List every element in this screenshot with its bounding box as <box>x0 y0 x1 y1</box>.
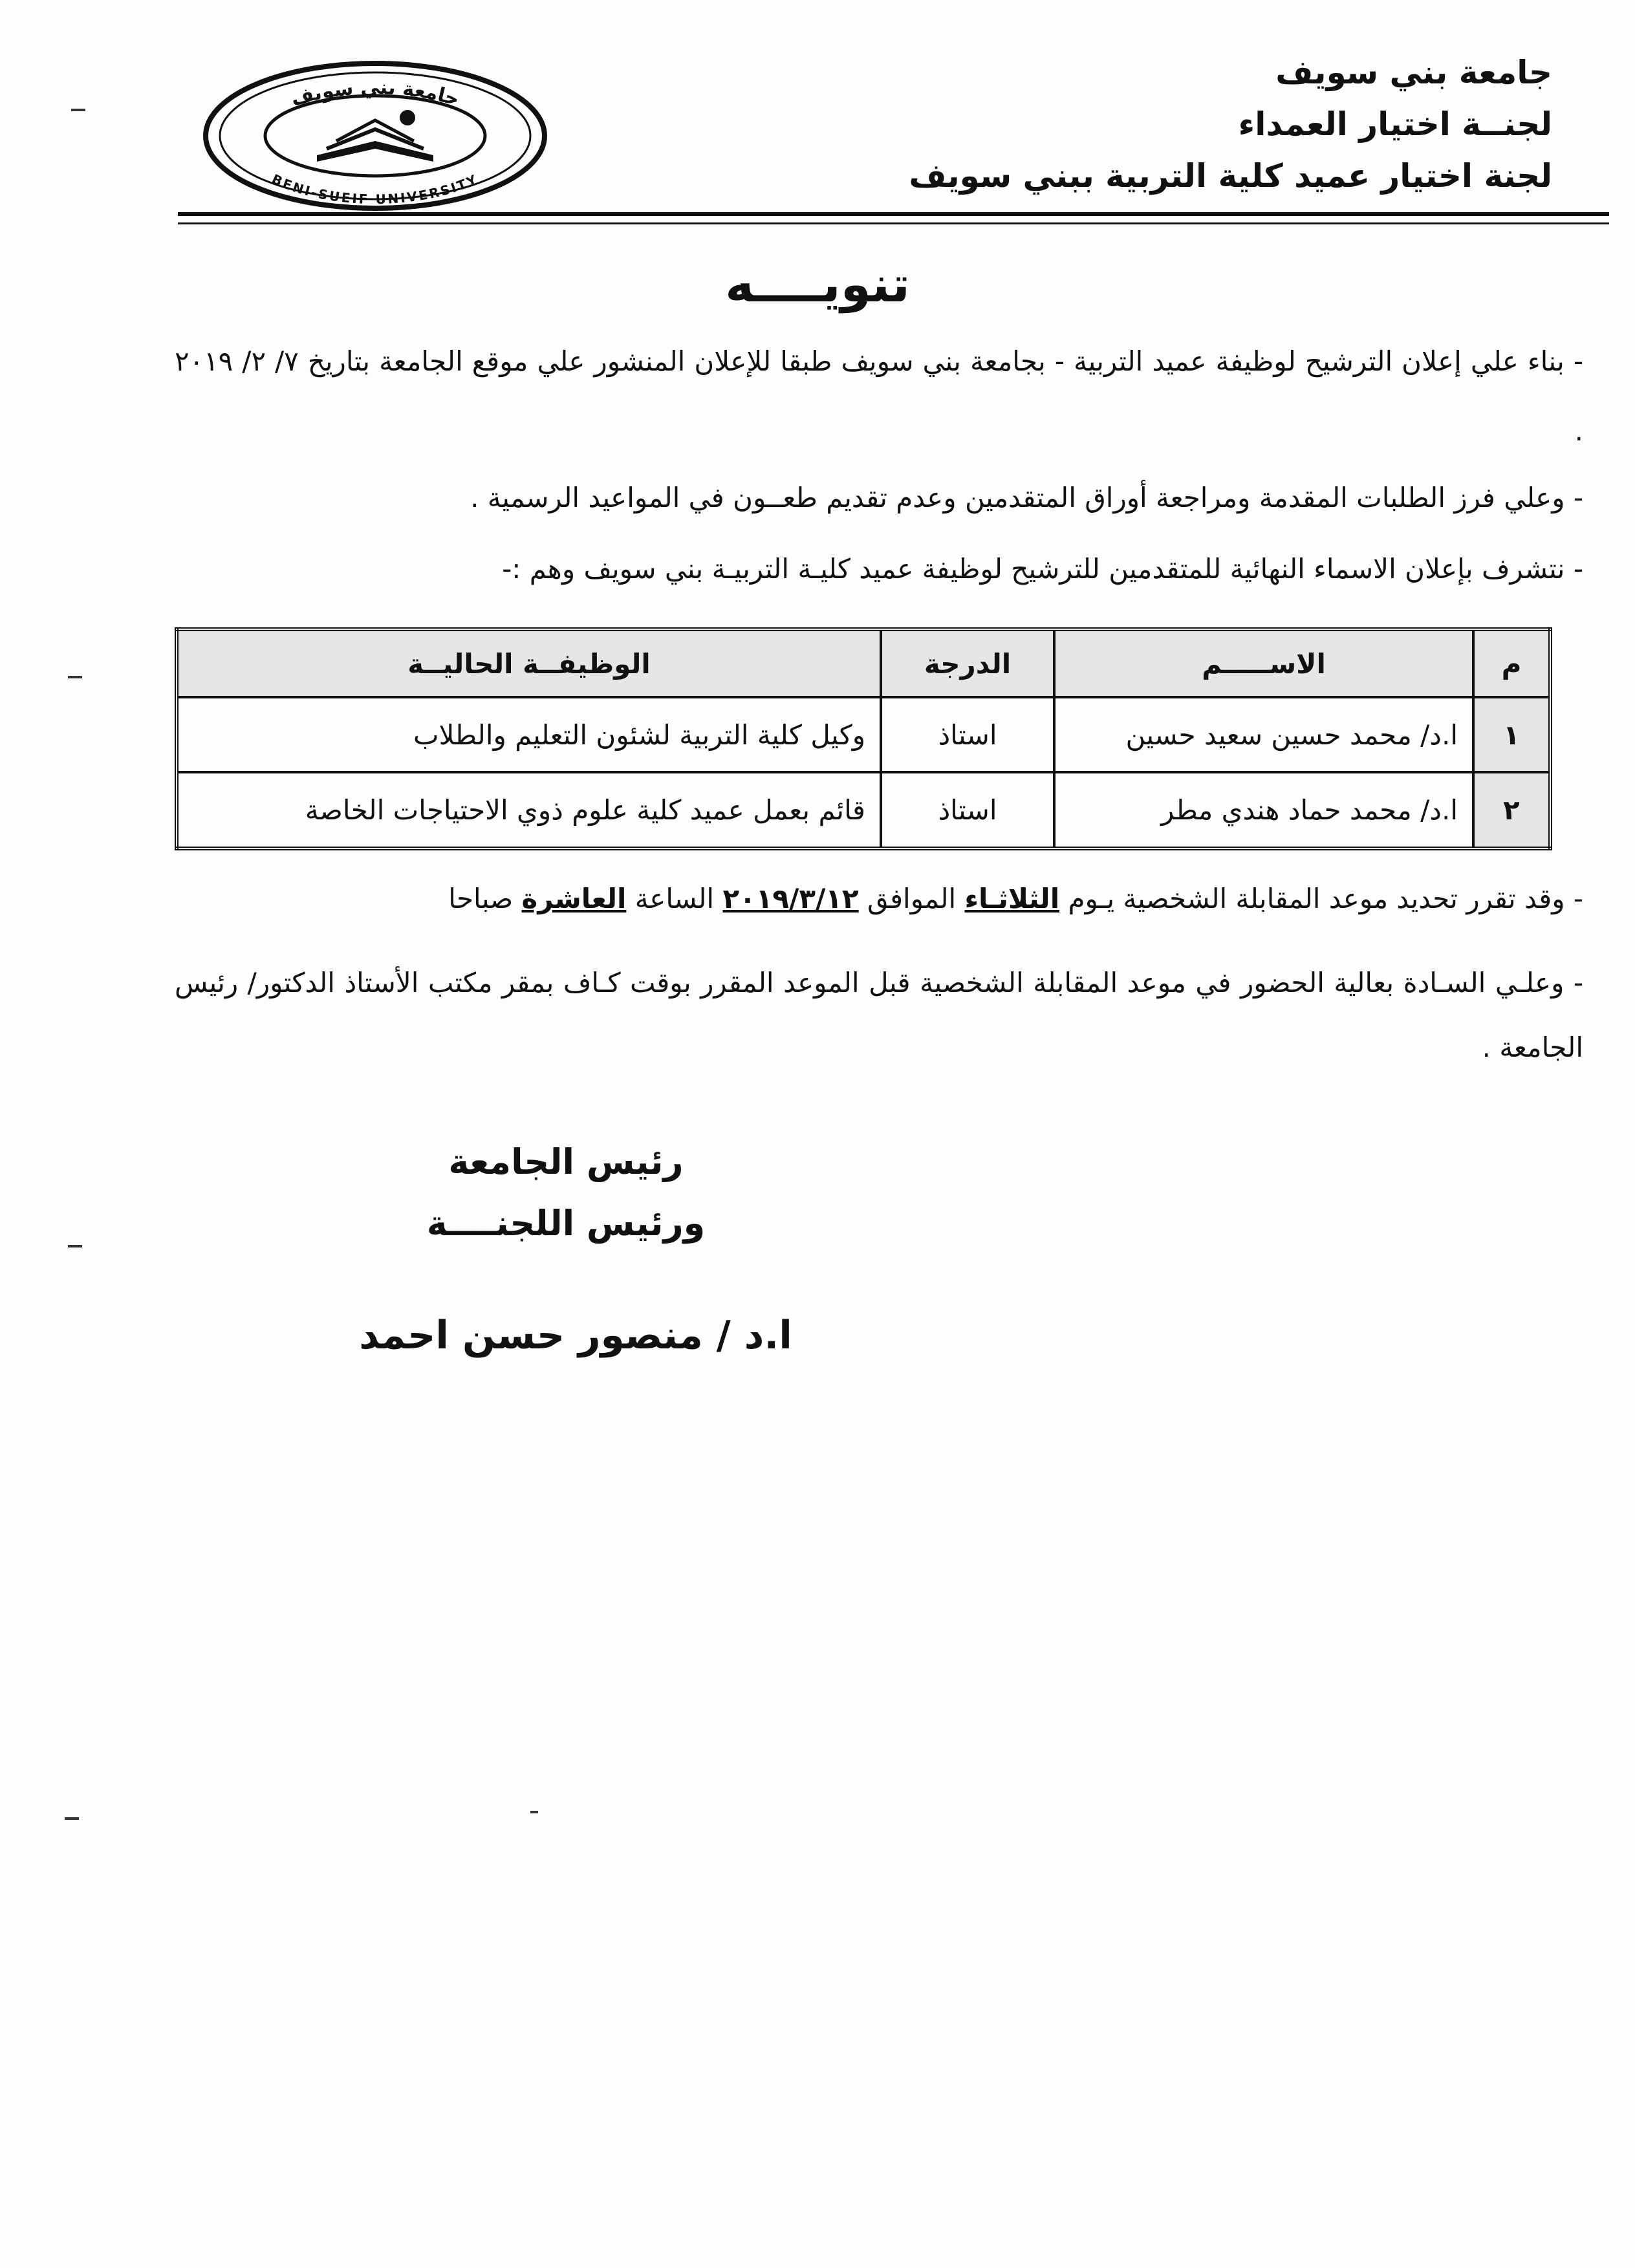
col-header-degree: الدرجة <box>881 629 1054 697</box>
scan-mark <box>530 1811 538 1813</box>
candidates-table <box>175 627 1552 850</box>
paragraph-candidates-intro: - نتشرف بإعلان الاسماء النهائية للمتقدمين للترشيح لوظيفة عميد كليـة التربيـة بني سويف وهم :- <box>502 553 1583 585</box>
scan-mark <box>65 1817 79 1820</box>
table-row <box>177 772 1550 848</box>
header-rule-thin <box>178 222 1609 224</box>
signature-name: ا.د / منصور حسن احمد <box>359 1313 792 1358</box>
paragraph-attendance: - وعلـي السـادة بعالية الحضور في موعد المقابلة الشخصية قبل الموعد المقرر بوقت كـاف بمقر مكتب الأستاذ الدكتور/ رئيس الجامعة . <box>175 967 1583 1063</box>
cell-number: ١ <box>1473 697 1550 772</box>
committee-name: لجنــة اختيار العمداء <box>1238 105 1552 143</box>
cell-degree: استاذ <box>881 772 1054 848</box>
interview-hour: العاشرة <box>521 883 627 914</box>
signature-title-president: رئيس الجامعة <box>448 1141 684 1182</box>
col-header-number: م <box>1473 629 1550 697</box>
svg-text:جامعة بني سويف: جامعة بني سويف <box>288 76 462 111</box>
university-name: جامعة بني سويف <box>1275 54 1552 91</box>
cell-number: ٢ <box>1473 772 1550 848</box>
table-header-row <box>177 629 1550 697</box>
col-header-current-position: الوظيفــة الحاليــة <box>177 629 881 697</box>
paragraph-interview-schedule <box>175 867 1583 931</box>
interview-day: الثلاثـاء <box>964 883 1060 914</box>
interview-time-label: الساعة <box>634 883 715 914</box>
paragraph-review: - وعلي فرز الطلبات المقدمة ومراجعة أوراق المتقدمين وعدم تقديم طعــون في المواعيد الرسمية . <box>470 482 1583 513</box>
interview-date: ٢٠١٩/٣/١٢ <box>722 883 859 914</box>
scan-mark <box>71 109 85 111</box>
cell-degree: استاذ <box>881 697 1054 772</box>
cell-name: ا.د/ محمد حسين سعيد حسين <box>1054 697 1473 772</box>
svg-text:BENI-SUEIF UNIVERSITY: BENI-SUEIF UNIVERSITY <box>269 171 481 208</box>
interview-suffix: صباحا <box>448 883 514 914</box>
cell-current-position: وكيل كلية التربية لشئون التعليم والطلاب <box>177 697 881 772</box>
signature-title-chair: ورئيس اللجنــــة <box>426 1203 706 1244</box>
letterhead <box>909 47 1552 202</box>
col-header-name: الاســـــم <box>1054 629 1473 697</box>
header-rule <box>178 212 1609 216</box>
cell-current-position: قائم بعمل عميد كلية علوم ذوي الاحتياجات الخاصة <box>177 772 881 848</box>
cell-name: ا.د/ محمد حماد هندي مطر <box>1054 772 1473 848</box>
notice-title: تنويــــه <box>725 255 910 313</box>
sub-committee-name: لجنة اختيار عميد كلية التربية ببني سويف <box>909 157 1552 195</box>
paragraph-announcement: - بناء علي إعلان الترشيح لوظيفة عميد التربية - بجامعة بني سويف طبقا للإعلان المنشور علي موقع الجامعة بتاريخ ٧/ ٢/ ٢٠١٩ . <box>175 345 1583 447</box>
scan-mark <box>68 1245 82 1247</box>
interview-mid: الموافق <box>867 883 957 914</box>
interview-prefix: - وقد تقرر تحديد موعد المقابلة الشخصية يـوم <box>1068 883 1583 914</box>
university-logo <box>194 58 556 213</box>
scan-mark <box>68 676 82 678</box>
table-row <box>177 697 1550 772</box>
